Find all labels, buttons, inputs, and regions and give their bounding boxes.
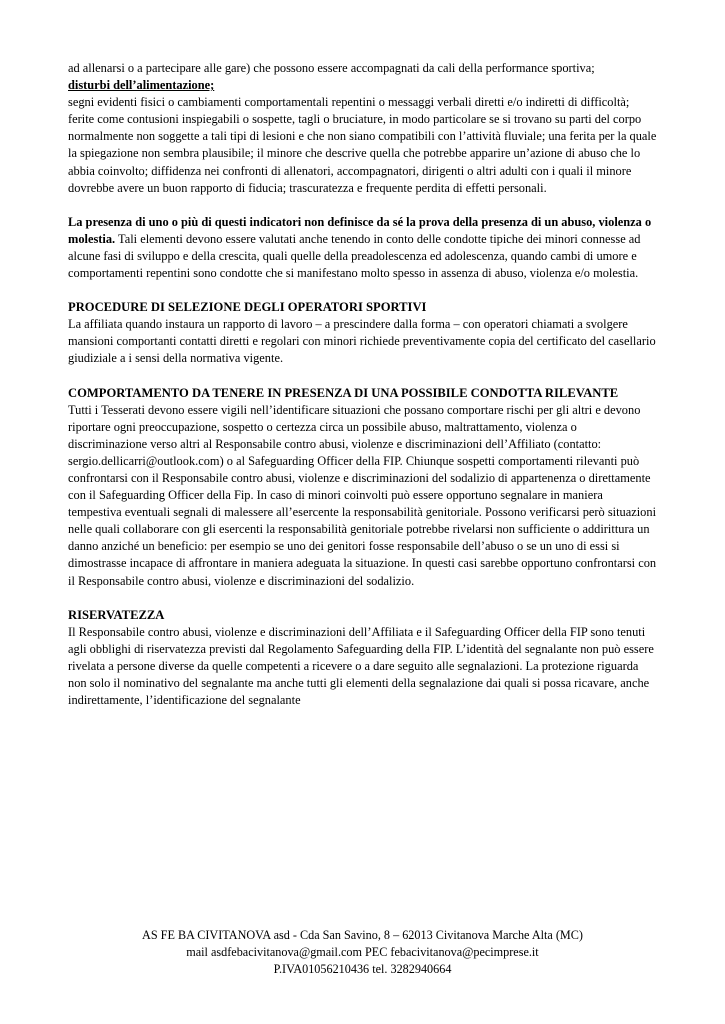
heading-disturbi-alimentazione: disturbi dell’alimentazione; [68,78,215,93]
paragraph-presenza-indicatori [68,214,657,282]
heading-procedure-selezione: PROCEDURE DI SELEZIONE DEGLI OPERATORI SPORTIVI [68,300,427,315]
paragraph-segni-evidenti: segni evidenti fisici o cambiamenti comportamentali repentini o messaggi verbali diretti e/o indiretti di difficoltà; ferite come contusioni inspiegabili o sospette, tagli o bruciature, in modo particolare se si trovano su parti del corpo normalmente non soggette a tali tipi di lesioni e che non siano compatibili con l’attività fluviale; una ferita per la quale la spiegazione non sembra plausibile; il minore che descrive quella che potrebbe apparire un’azione di abuso che lo abbia coinvolto; diffidenza nei confronti di allenatori, accompagnatori, dirigenti o altri adulti con i quali il minore dovrebbe avere un buon rapporto di fiducia; trascuratezza e frequente perdita di effetti personali. [68,95,657,195]
document-body [68,60,657,709]
paragraph-intro: ad allenarsi o a partecipare alle gare) che possono essere accompagnati da cali della performance sportiva; [68,61,595,75]
heading-comportamento: COMPORTAMENTO DA TENERE IN PRESENZA DI UNA POSSIBILE CONDOTTA RILEVANTE [68,385,619,400]
paragraph-affiliata: La affiliata quando instaura un rapporto di lavoro – a prescindere dalla forma – con operatori chiamati a svolgere mansioni comportanti contatti diretti e regolari con minori richiede preventivamente copia del certificato del casellario giudiziale a i sensi della normativa vigente. [68,317,656,366]
paragraph-presenza-indicatori-rest: Tali elementi devono essere valutati anche tenendo in conto delle condotte tipiche dei minori connesse ad alcune fasi di sviluppo e della crescita, quali quelle della preadolescenza ed adolescenza, quando cambi di umore e comportamenti repentini sono condotte che si manifestano molto spesso in assenza di abuso, violenza e/o molestia. [68,231,641,281]
paragraph-tesserati: Tutti i Tesserati devono essere vigili nell’identificare situazioni che possano comportare rischi per gli altri e devono riportare ogni preoccupazione, sospetto o certezza circa un possibile abuso, maltrattamento, violenza o discriminazione verso altri al Responsabile contro abusi, violenze e discriminazioni dell’Affiliato (contatto: sergio.dellicarri@outlook.com) o al Safeguarding Officer della FIP. Chiunque sospetti comportamenti rilevanti può confrontarsi con il Responsabile contro abusi, violenze e discriminazioni del sodalizio di appartenenza o direttamente con il Safeguarding Officer della Fip. In caso di minori coinvolti può essere opportuno segnalare in maniera tempestiva eventuali segnali di malessere all’esercente la responsabilità genitoriale. Possono verificarsi però situazioni nelle quali collaborare con gli esercenti la responsabilità genitoriale potrebbe rivelarsi non sufficiente o addirittura un danno anziché un beneficio: per esempio se uno dei genitori fosse responsabile dell’abuso o se un uno di essi si dimostrasse incapace di affrontare in maniera adeguata la situazione. In questi casi sarebbe opportuno confrontarsi con il Responsabile contro abusi, violenze e discriminazioni del sodalizio. [68,402,657,588]
paragraph-riservatezza: Il Responsabile contro abusi, violenze e discriminazioni dell’Affiliata e il Safeguarding Officer della FIP sono tenuti agli obblighi di riservatezza previsti dal Regolamento Safeguarding della FIP. L’identità del segnalante non può essere rivelata a persone diverse da quelle competenti a ricevere o a dare seguito alle segnalazioni. La protezione riguarda non solo il nominativo del segnalante ma anche tutti gli elementi della segnalazione dai quali si possa ricavare, anche indirettamente, l’identificazione del segnalante [68,624,654,708]
page-footer [0,927,725,978]
spacer [68,590,657,607]
spacer [68,197,657,214]
footer-line-vat: P.IVA01056210436 tel. 3282940664 [273,962,452,976]
spacer [68,282,657,299]
footer-line-email: mail asdfebacivitanova@gmail.com PEC febacivitanova@pecimprese.it [186,945,539,959]
footer-line-address: AS FE BA CIVITANOVA asd - Cda San Savino, 8 – 62013 Civitanova Marche Alta (MC) [142,928,583,942]
paragraph-presenza-indicatori-bold: La presenza di uno o più di questi indicatori non definisce da sé la prova della presenza di un abuso, violenza o molestia. [68,214,652,246]
spacer [68,368,657,385]
heading-riservatezza: RISERVATEZZA [68,607,165,622]
